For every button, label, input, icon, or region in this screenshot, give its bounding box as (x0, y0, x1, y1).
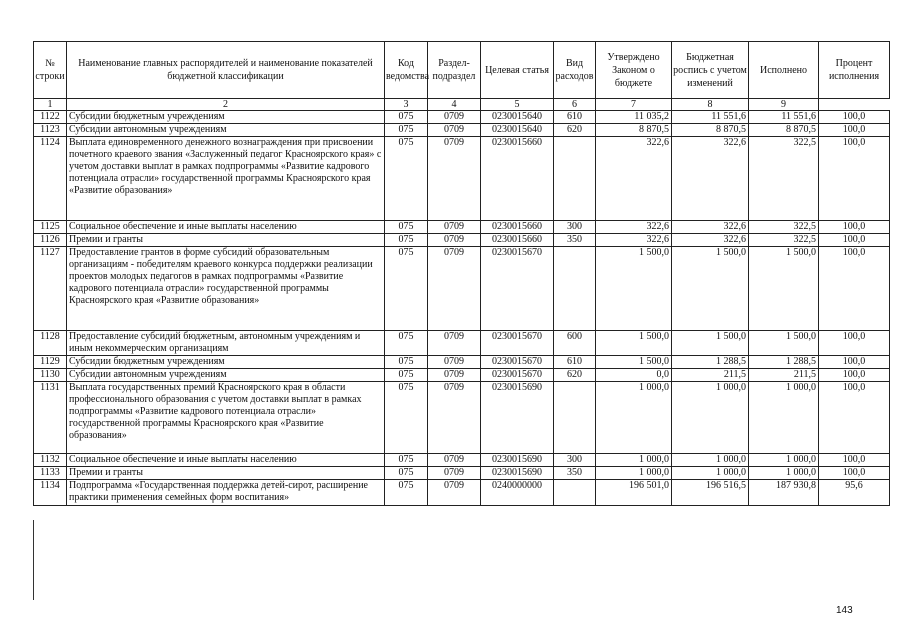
row-procent: 100,0 (819, 382, 890, 454)
row-kod: 075 (385, 382, 428, 454)
row-name: Премии и гранты (67, 234, 385, 247)
table-row (34, 247, 890, 331)
row-razdel: 0709 (428, 221, 481, 234)
row-ispolneno: 1 288,5 (749, 356, 819, 369)
row-rospis: 1 000,0 (672, 382, 749, 454)
row-procent: 100,0 (819, 467, 890, 480)
row-razdel: 0709 (428, 124, 481, 137)
row-celevaya: 0230015670 (481, 331, 554, 356)
column-number: 2 (67, 99, 385, 111)
row-vid: 350 (554, 234, 596, 247)
row-procent: 95,6 (819, 480, 890, 506)
row-name: Предоставление субсидий бюджетным, автономным учреждениям и иным некоммерческим организациям (67, 331, 385, 356)
row-rospis: 1 000,0 (672, 454, 749, 467)
row-number: 1122 (34, 111, 67, 124)
row-razdel: 0709 (428, 137, 481, 221)
row-rospis: 196 516,5 (672, 480, 749, 506)
row-vid (554, 137, 596, 221)
row-razdel: 0709 (428, 382, 481, 454)
row-utverzhdeno: 322,6 (596, 221, 672, 234)
row-vid: 610 (554, 356, 596, 369)
table-row (34, 467, 890, 480)
row-utverzhdeno: 0,0 (596, 369, 672, 382)
row-kod: 075 (385, 221, 428, 234)
row-utverzhdeno: 1 000,0 (596, 467, 672, 480)
header-razdel: Раздел-подраздел (428, 42, 481, 99)
row-procent: 100,0 (819, 124, 890, 137)
row-celevaya: 0230015660 (481, 137, 554, 221)
column-number: 3 (385, 99, 428, 111)
row-razdel: 0709 (428, 331, 481, 356)
row-kod: 075 (385, 356, 428, 369)
row-celevaya: 0230015690 (481, 454, 554, 467)
row-number: 1127 (34, 247, 67, 331)
margin-rule (33, 520, 34, 600)
row-utverzhdeno: 1 000,0 (596, 454, 672, 467)
row-utverzhdeno: 196 501,0 (596, 480, 672, 506)
table-row (34, 480, 890, 506)
row-name: Подпрограмма «Государственная поддержка детей-сирот, расширение практики применения семейных форм воспитания» (67, 480, 385, 506)
row-celevaya: 0230015690 (481, 382, 554, 454)
row-name: Предоставление грантов в форме субсидий образовательным организациям - победителям краевого конкурса поддержки реализации проектов молодых педагогов в рамках подпрограммы «Развитие кадрового потенциала отрасли» государственной программы Красноярского края «Развитие образования» (67, 247, 385, 331)
row-kod: 075 (385, 124, 428, 137)
row-rospis: 1 500,0 (672, 331, 749, 356)
row-ispolneno: 1 500,0 (749, 331, 819, 356)
row-utverzhdeno: 1 500,0 (596, 331, 672, 356)
table-row (34, 137, 890, 221)
row-celevaya: 0230015670 (481, 369, 554, 382)
row-procent: 100,0 (819, 234, 890, 247)
header-utverzhdeno: Утверждено Законом о бюджете (596, 42, 672, 99)
column-number: 5 (481, 99, 554, 111)
row-ispolneno: 11 551,6 (749, 111, 819, 124)
row-celevaya: 0230015660 (481, 234, 554, 247)
column-number: 4 (428, 99, 481, 111)
row-kod: 075 (385, 234, 428, 247)
header-ispolneno: Исполнено (749, 42, 819, 99)
row-rospis: 8 870,5 (672, 124, 749, 137)
row-number: 1134 (34, 480, 67, 506)
row-utverzhdeno: 8 870,5 (596, 124, 672, 137)
row-name: Выплата государственных премий Красноярского края в области профессионального образования с учетом доставки выплат в рамках подпрограммы «Развитие кадрового потенциала отрасли» государственной программы Красноярского края «Развитие образования» (67, 382, 385, 454)
row-procent: 100,0 (819, 111, 890, 124)
row-utverzhdeno: 11 035,2 (596, 111, 672, 124)
row-ispolneno: 187 930,8 (749, 480, 819, 506)
table-body (34, 111, 890, 506)
header-name: Наименование главных распорядителей и наименование показателей бюджетной классификации (67, 42, 385, 99)
row-number: 1131 (34, 382, 67, 454)
row-ispolneno: 211,5 (749, 369, 819, 382)
table-row (34, 111, 890, 124)
row-vid (554, 247, 596, 331)
table-row (34, 234, 890, 247)
header-kod: Код ведомства (385, 42, 428, 99)
row-ispolneno: 1 000,0 (749, 382, 819, 454)
row-rospis: 322,6 (672, 234, 749, 247)
row-procent: 100,0 (819, 221, 890, 234)
row-procent: 100,0 (819, 247, 890, 331)
row-procent: 100,0 (819, 454, 890, 467)
row-vid: 620 (554, 124, 596, 137)
row-kod: 075 (385, 369, 428, 382)
row-number: 1133 (34, 467, 67, 480)
row-number: 1126 (34, 234, 67, 247)
page-number: 143 (836, 605, 853, 616)
row-celevaya: 0230015670 (481, 247, 554, 331)
row-kod: 075 (385, 331, 428, 356)
column-number: 9 (749, 99, 819, 111)
row-rospis: 1 288,5 (672, 356, 749, 369)
column-number: 7 (596, 99, 672, 111)
row-vid: 300 (554, 454, 596, 467)
row-ispolneno: 322,5 (749, 221, 819, 234)
row-number: 1123 (34, 124, 67, 137)
header-celevaya: Целевая статья (481, 42, 554, 99)
row-vid: 600 (554, 331, 596, 356)
row-vid (554, 480, 596, 506)
row-procent: 100,0 (819, 331, 890, 356)
row-celevaya: 0230015640 (481, 111, 554, 124)
row-ispolneno: 1 000,0 (749, 467, 819, 480)
row-number: 1132 (34, 454, 67, 467)
header-row (34, 42, 890, 99)
row-vid: 300 (554, 221, 596, 234)
row-vid: 620 (554, 369, 596, 382)
row-rospis: 1 500,0 (672, 247, 749, 331)
row-kod: 075 (385, 137, 428, 221)
column-number: 6 (554, 99, 596, 111)
row-ispolneno: 322,5 (749, 234, 819, 247)
column-number: 1 (34, 99, 67, 111)
header-rospis: Бюджетная роспись с учетом изменений (672, 42, 749, 99)
table-row (34, 124, 890, 137)
row-celevaya: 0230015690 (481, 467, 554, 480)
column-numbers-row (34, 99, 890, 111)
table-row (34, 331, 890, 356)
header-row-num: № строки (34, 42, 67, 99)
row-rospis: 322,6 (672, 137, 749, 221)
row-celevaya: 0230015670 (481, 356, 554, 369)
table-row (34, 454, 890, 467)
table-row (34, 356, 890, 369)
row-razdel: 0709 (428, 480, 481, 506)
row-rospis: 11 551,6 (672, 111, 749, 124)
row-utverzhdeno: 322,6 (596, 137, 672, 221)
row-name: Социальное обеспечение и иные выплаты населению (67, 221, 385, 234)
row-razdel: 0709 (428, 454, 481, 467)
row-ispolneno: 322,5 (749, 137, 819, 221)
column-number: 8 (672, 99, 749, 111)
row-razdel: 0709 (428, 369, 481, 382)
row-rospis: 1 000,0 (672, 467, 749, 480)
row-utverzhdeno: 1 000,0 (596, 382, 672, 454)
row-razdel: 0709 (428, 247, 481, 331)
row-name: Премии и гранты (67, 467, 385, 480)
row-kod: 075 (385, 480, 428, 506)
row-celevaya: 0230015660 (481, 221, 554, 234)
row-number: 1128 (34, 331, 67, 356)
header-vid: Вид расходов (554, 42, 596, 99)
row-name: Субсидии автономным учреждениям (67, 124, 385, 137)
row-rospis: 211,5 (672, 369, 749, 382)
row-name: Субсидии бюджетным учреждениям (67, 356, 385, 369)
row-rospis: 322,6 (672, 221, 749, 234)
row-name: Выплата единовременного денежного вознаграждения при присвоении почетного краевого звания «Заслуженный педагог Красноярского края» с учетом доставки выплат в рамках подпрограммы «Развитие кадрового потенциала отрасли» государственной программы Красноярского края «Развитие образования» (67, 137, 385, 221)
row-procent: 100,0 (819, 137, 890, 221)
row-utverzhdeno: 322,6 (596, 234, 672, 247)
row-vid: 610 (554, 111, 596, 124)
row-kod: 075 (385, 111, 428, 124)
row-razdel: 0709 (428, 234, 481, 247)
row-number: 1129 (34, 356, 67, 369)
table-row (34, 221, 890, 234)
row-procent: 100,0 (819, 369, 890, 382)
row-kod: 075 (385, 467, 428, 480)
row-utverzhdeno: 1 500,0 (596, 247, 672, 331)
row-razdel: 0709 (428, 467, 481, 480)
row-razdel: 0709 (428, 111, 481, 124)
row-number: 1125 (34, 221, 67, 234)
row-celevaya: 0230015640 (481, 124, 554, 137)
row-number: 1124 (34, 137, 67, 221)
row-name: Субсидии автономным учреждениям (67, 369, 385, 382)
row-razdel: 0709 (428, 356, 481, 369)
row-kod: 075 (385, 454, 428, 467)
row-ispolneno: 1 000,0 (749, 454, 819, 467)
row-name: Субсидии бюджетным учреждениям (67, 111, 385, 124)
row-number: 1130 (34, 369, 67, 382)
row-vid: 350 (554, 467, 596, 480)
row-ispolneno: 8 870,5 (749, 124, 819, 137)
row-celevaya: 0240000000 (481, 480, 554, 506)
table-row (34, 369, 890, 382)
row-utverzhdeno: 1 500,0 (596, 356, 672, 369)
table-row (34, 382, 890, 454)
budget-table (33, 41, 890, 506)
row-name: Социальное обеспечение и иные выплаты населению (67, 454, 385, 467)
row-ispolneno: 1 500,0 (749, 247, 819, 331)
row-vid (554, 382, 596, 454)
header-procent: Процент исполнения (819, 42, 890, 99)
row-procent: 100,0 (819, 356, 890, 369)
row-kod: 075 (385, 247, 428, 331)
